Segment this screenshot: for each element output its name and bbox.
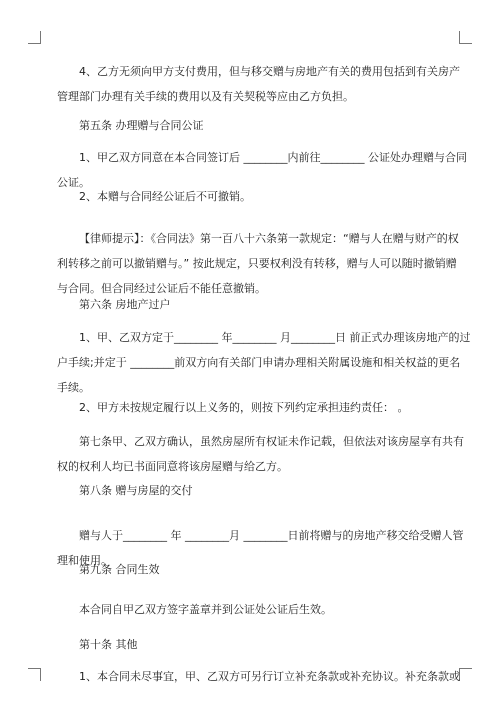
crop-mark-bottom-right: [459, 668, 472, 681]
paragraph: [57, 118, 443, 134]
paragraph-line: 第六条 房地产过户: [79, 298, 171, 311]
paragraph-line: 1、本合同未尽事宜，甲、乙双方可另行订立补充条款或补充协议。补充条款或: [79, 670, 460, 683]
paragraph: [57, 231, 459, 297]
paragraph-line: 手续。: [57, 381, 90, 394]
paragraph-line: 第八条 赠与房屋的交付: [79, 484, 193, 497]
paragraph-line: 4、乙方无须向甲方支付费用，但与移交赠与房地产有关的费用包括到有关房产: [79, 65, 460, 78]
crop-mark-top-right: [459, 31, 472, 44]
paragraph-line: 【律师提示】：《合同法》第一百八十六条第一款规定：“赠与人在赠与财产的权: [79, 232, 459, 245]
paragraph: [57, 669, 460, 685]
paragraph-line: 第五条 办理赠与合同公证: [79, 119, 204, 132]
paragraph-line: 理和使用。: [57, 554, 112, 567]
paragraph-line: 2、本赠与合同经公证后不可撤销。: [79, 190, 251, 203]
paragraph-line: 利转移之前可以撤销赠与。” 按此规定，只要权利没有转移，赠与人可以随时撤销赠: [57, 257, 457, 270]
paragraph-line: 1、甲、乙双方定于________ 年________ 月________日 前正式办理该房地产的过: [79, 331, 471, 344]
paragraph-line: 权的权利人均已书面同意将该房屋赠与给乙方。: [57, 460, 288, 473]
paragraph-line: 2、甲方未按规定履行以上义务的，则按下列约定承担违约责任： 。: [79, 401, 409, 414]
paragraph: [57, 64, 460, 105]
paragraph-line: 第七条甲、乙双方确认，虽然房屋所有权证未作记载，但依法对该房屋享有共有: [79, 435, 464, 448]
paragraph-line: 户手续;并定于 ________前双方向有关部门申请办理相关附属设施和相关权益的更名: [57, 356, 461, 369]
paragraph: [57, 297, 443, 313]
paragraph-line: 与合同。但合同经过公证后不能任意撤销。: [57, 282, 266, 295]
paragraph: [57, 602, 443, 618]
paragraph: [57, 189, 443, 205]
paragraph-line: 公证。: [57, 176, 90, 189]
paragraph-line: 赠与人于________ 年 ________月 ________日前将赠与的房地产移交给受赠人管: [79, 529, 464, 542]
paragraph-line: 管理部门办理有关手续的费用以及有关契税等应由乙方负担。: [57, 90, 354, 103]
paragraph-line: 本合同自甲乙双方签字盖章并到公证处公证后生效。: [79, 603, 332, 616]
paragraph-line: 第九条 合同生效: [79, 563, 160, 576]
paragraph: [57, 483, 443, 499]
paragraph-line: 第十条 其他: [79, 638, 138, 651]
paragraph: [57, 400, 443, 416]
paragraph-line: 1、甲乙双方同意在本合同签订后 ________内前往________ 公证处办理赠与合同: [79, 151, 467, 164]
crop-mark-top-left: [28, 31, 41, 44]
paragraph: [57, 637, 443, 653]
paragraph: [57, 150, 467, 191]
paragraph: [57, 434, 464, 475]
paragraph: [57, 330, 471, 396]
crop-mark-bottom-left: [28, 668, 41, 681]
paragraph: [57, 562, 443, 578]
